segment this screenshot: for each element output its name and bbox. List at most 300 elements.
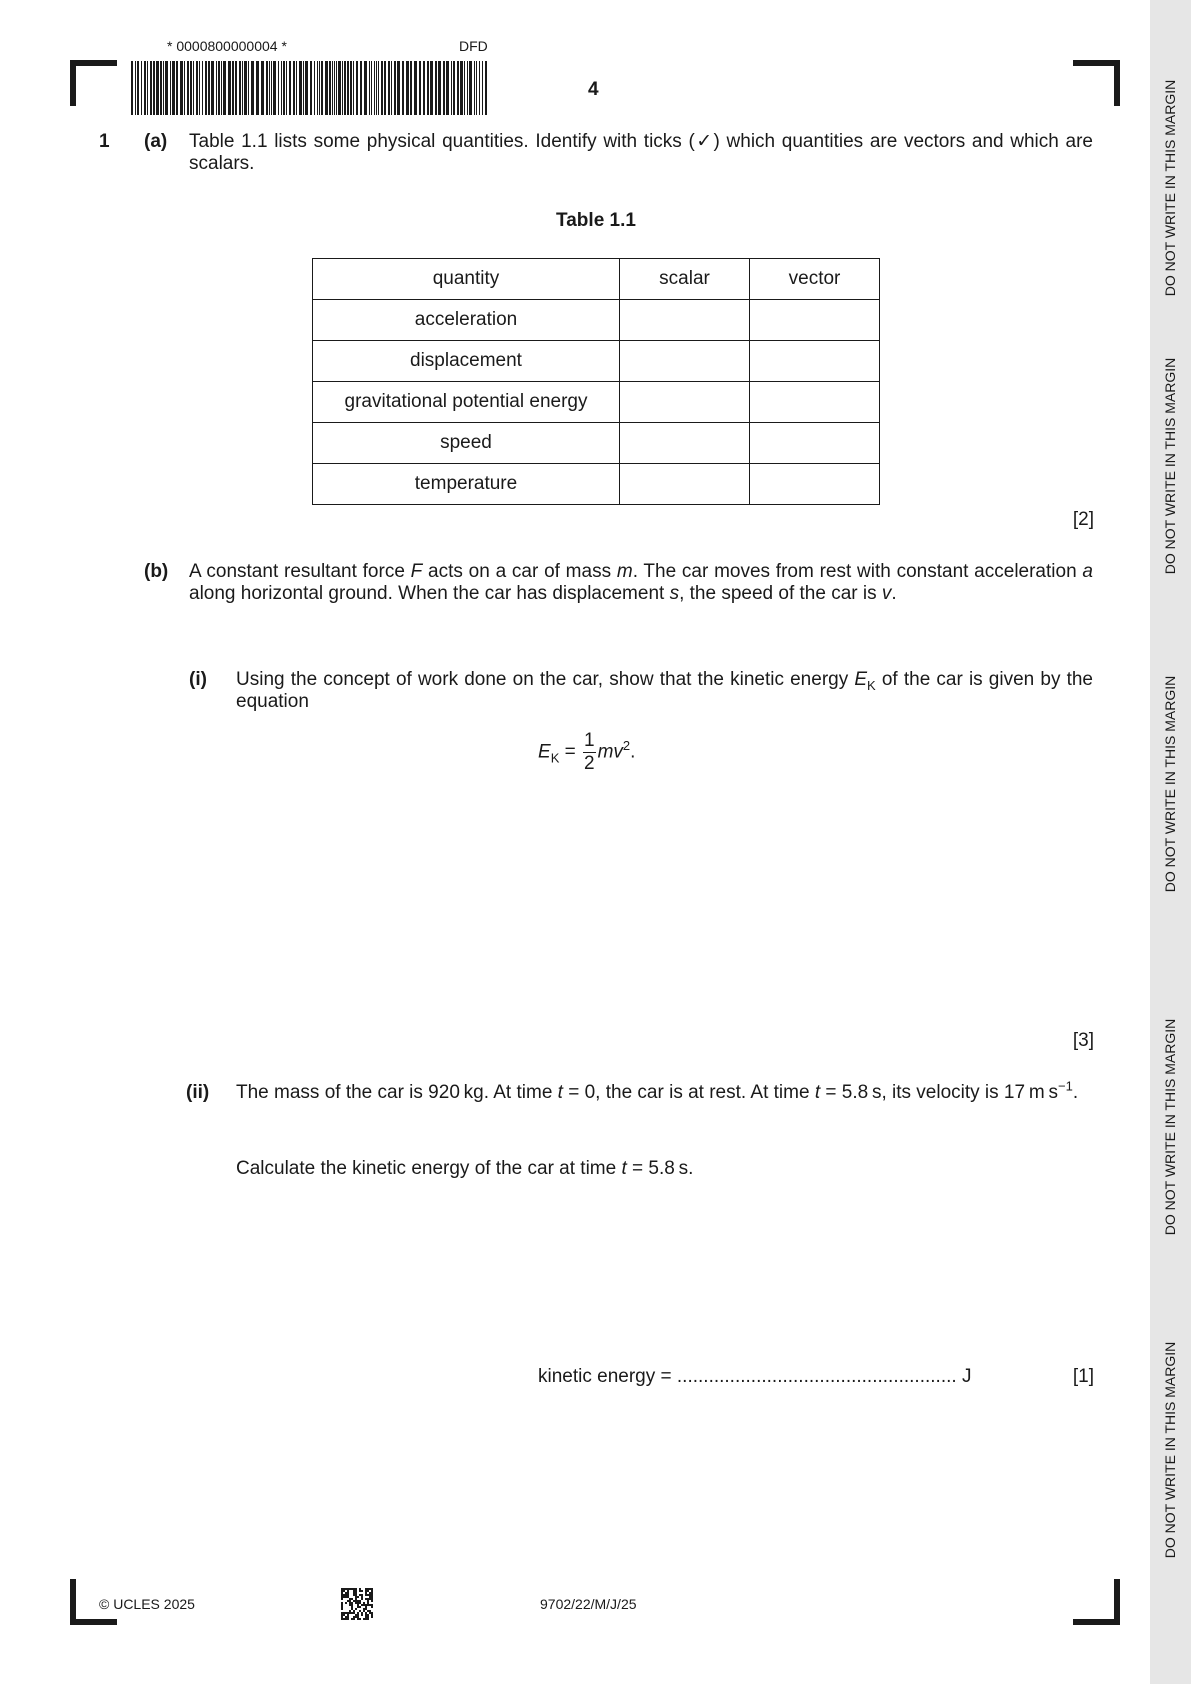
barcode-bar xyxy=(482,61,483,115)
quantity-cell: acceleration xyxy=(313,300,620,341)
qr-module xyxy=(361,1596,363,1598)
kinetic-energy-equation: $E_K$ = $\frac{1}{2}$ $mv^2$. xyxy=(538,730,636,774)
barcode-bar xyxy=(131,61,133,115)
qr-module xyxy=(341,1606,343,1608)
qr-module xyxy=(349,1612,351,1614)
barcode-bar xyxy=(329,61,331,115)
sub-part-ii-text: The mass of the car is 920 kg. At time t = 0, the car is at rest. At time t = 5.8 s, its velocity is 17 m $s^{-1}$. xyxy=(236,1078,1079,1103)
barcode-bar xyxy=(216,61,217,115)
qr-module xyxy=(349,1604,351,1606)
qr-module xyxy=(371,1596,373,1598)
qr-module xyxy=(367,1610,369,1612)
qr-module xyxy=(365,1590,367,1592)
qr-module xyxy=(355,1608,357,1610)
qr-module xyxy=(371,1590,373,1592)
qr-module xyxy=(369,1592,371,1594)
barcode-bar xyxy=(244,61,247,115)
qr-module xyxy=(343,1590,345,1592)
barcode-bar xyxy=(344,61,346,115)
table-row xyxy=(313,382,880,423)
qr-module xyxy=(349,1588,351,1590)
qr-module xyxy=(369,1612,371,1614)
barcode-bar xyxy=(378,61,379,115)
qr-module xyxy=(357,1614,359,1616)
barcode-bar xyxy=(485,61,487,115)
qr-module xyxy=(369,1588,371,1590)
qr-module xyxy=(371,1594,373,1596)
barcode-bar xyxy=(319,61,320,115)
qr-module xyxy=(345,1596,347,1598)
barcode-bar xyxy=(336,61,337,115)
barcode-bar xyxy=(199,61,200,115)
barcode-bar xyxy=(205,61,207,115)
sub-part-i-text: Using the concept of work done on the car, show that the kinetic energy $E_K$ of the car is given by the equation xyxy=(236,669,1093,712)
barcode-bar xyxy=(273,61,276,115)
qr-module xyxy=(357,1606,359,1608)
barcode-bar xyxy=(286,61,287,115)
barcode-bar xyxy=(310,61,312,115)
barcode-bar xyxy=(196,61,198,115)
barcode-bar xyxy=(350,61,352,115)
qr-module xyxy=(361,1598,363,1600)
qr-module xyxy=(371,1614,373,1616)
barcode-bar xyxy=(332,61,333,115)
qr-module xyxy=(349,1598,351,1600)
barcode-bar xyxy=(211,61,214,115)
qr-module xyxy=(341,1592,343,1594)
qr-module xyxy=(361,1590,363,1592)
qr-module xyxy=(347,1590,349,1592)
part-b-label: (b) xyxy=(144,561,169,582)
barcode-bar xyxy=(218,61,220,115)
barcode-bar xyxy=(150,61,152,115)
qr-module xyxy=(347,1596,349,1598)
qr-module xyxy=(341,1616,343,1618)
vector-answer-cell[interactable] xyxy=(750,423,880,464)
qr-module xyxy=(347,1614,349,1616)
qr-module xyxy=(353,1588,355,1590)
qr-module xyxy=(363,1608,365,1610)
barcode-bar xyxy=(283,61,285,115)
table-row xyxy=(313,300,880,341)
column-header-scalar: scalar xyxy=(620,259,750,300)
barcode-bar xyxy=(251,61,254,115)
barcode-bar xyxy=(228,61,231,115)
scalar-answer-cell[interactable] xyxy=(620,423,750,464)
margin-warning: DO NOT WRITE IN THIS MARGIN xyxy=(1162,79,1178,297)
barcode-bar xyxy=(239,61,241,115)
fraction-half: $\frac{1}{2}$ xyxy=(584,730,595,774)
qr-module xyxy=(355,1600,357,1602)
qr-module xyxy=(355,1598,357,1600)
barcode-bar xyxy=(314,61,315,115)
qr-module xyxy=(357,1604,359,1606)
qr-module xyxy=(367,1600,369,1602)
qr-module xyxy=(357,1602,359,1604)
qr-module xyxy=(365,1618,367,1620)
barcode-bar xyxy=(397,61,400,115)
barcode-bar xyxy=(410,61,412,115)
answer-field[interactable]: ..................................................... xyxy=(676,1366,957,1387)
qr-module xyxy=(359,1618,361,1620)
qr-module xyxy=(371,1592,373,1594)
sub-part-ii-marks: [1] xyxy=(1072,1366,1094,1387)
qr-module xyxy=(361,1594,363,1596)
quantity-cell: temperature xyxy=(313,464,620,505)
barcode-bar xyxy=(232,61,234,115)
sub-part-ii-label: (ii) xyxy=(186,1082,210,1103)
column-header-quantity: quantity xyxy=(313,259,620,300)
qr-module xyxy=(353,1600,355,1602)
column-header-vector: vector xyxy=(750,259,880,300)
qr-module xyxy=(369,1604,371,1606)
qr-module xyxy=(341,1588,343,1590)
qr-module xyxy=(341,1604,343,1606)
qr-module xyxy=(369,1596,371,1598)
barcode-bar xyxy=(184,61,185,115)
barcode-bar xyxy=(402,61,404,115)
qr-module xyxy=(351,1602,353,1604)
qr-module xyxy=(367,1616,369,1618)
paper-code: 9702/22/M/J/25 xyxy=(540,1596,637,1612)
qr-module xyxy=(341,1612,343,1614)
barcode-bar xyxy=(419,61,421,115)
answer-space-ii[interactable] xyxy=(240,1200,1090,1350)
barcode-bar xyxy=(163,61,164,115)
barcode-bar xyxy=(296,61,297,115)
barcode-bar xyxy=(391,61,392,115)
qr-module xyxy=(343,1594,345,1596)
qr-module xyxy=(347,1600,349,1602)
qr-module xyxy=(371,1600,373,1602)
qr-module xyxy=(361,1604,363,1606)
qr-module xyxy=(341,1614,343,1616)
vector-answer-cell[interactable] xyxy=(750,300,880,341)
barcode-bar xyxy=(147,61,148,115)
qr-module xyxy=(359,1600,361,1602)
barcode-bar xyxy=(353,61,354,115)
copyright: © UCLES 2025 xyxy=(99,1596,195,1612)
qr-module xyxy=(355,1588,357,1590)
qr-module xyxy=(371,1612,373,1614)
qr-module xyxy=(347,1592,349,1594)
barcode-bar xyxy=(321,61,323,115)
barcode-bar xyxy=(165,61,168,115)
barcode-bar xyxy=(193,61,194,115)
qr-module xyxy=(365,1606,367,1608)
barcode-bar xyxy=(369,61,370,115)
qr-module xyxy=(341,1618,343,1620)
barcode-bar xyxy=(453,61,455,115)
qr-module xyxy=(347,1594,349,1596)
margin-warning: DO NOT WRITE IN THIS MARGIN xyxy=(1162,1341,1178,1559)
vector-answer-cell[interactable] xyxy=(750,341,880,382)
barcode-bar xyxy=(271,61,272,115)
qr-module xyxy=(351,1608,353,1610)
part-a-text: Table 1.1 lists some physical quantities. Identify with ticks (✓) which quantities are vectors and which are scalars. xyxy=(189,131,1093,174)
part-a-marks: [2] xyxy=(1072,509,1094,530)
margin-warning: DO NOT WRITE IN THIS MARGIN xyxy=(1162,675,1178,893)
margin-warning: DO NOT WRITE IN THIS MARGIN xyxy=(1162,1018,1178,1236)
centre-code: DFD xyxy=(459,38,488,54)
table-header-row xyxy=(313,259,880,300)
barcode-number: * 0000800000004 * xyxy=(167,38,287,54)
qr-module xyxy=(371,1604,373,1606)
barcode-bar xyxy=(325,61,328,115)
qr-module xyxy=(363,1610,365,1612)
qr-module xyxy=(357,1612,359,1614)
qr-module xyxy=(353,1612,355,1614)
qr-module xyxy=(355,1614,357,1616)
barcode-image xyxy=(131,61,489,115)
barcode-bar xyxy=(374,61,375,115)
answer-space-i[interactable] xyxy=(240,800,1090,1020)
qr-module xyxy=(359,1590,361,1592)
qr-module xyxy=(367,1618,369,1620)
barcode-bar xyxy=(364,61,367,115)
qr-module xyxy=(341,1608,343,1610)
barcode-bar xyxy=(394,61,396,115)
barcode-bar xyxy=(242,61,243,115)
qr-module xyxy=(341,1590,343,1592)
barcode-bar xyxy=(172,61,175,115)
qr-module xyxy=(355,1594,357,1596)
qr-module xyxy=(343,1618,345,1620)
barcode-bar xyxy=(435,61,437,115)
sub-part-i-label: (i) xyxy=(189,669,207,690)
qr-module xyxy=(359,1610,361,1612)
qr-module xyxy=(341,1598,343,1600)
qr-module xyxy=(367,1598,369,1600)
qr-module xyxy=(347,1612,349,1614)
qr-module xyxy=(365,1594,367,1596)
qr-module xyxy=(365,1612,367,1614)
qr-module xyxy=(355,1592,357,1594)
quantities-table xyxy=(312,258,880,505)
barcode-bar xyxy=(281,61,282,115)
barcode-bar xyxy=(269,61,270,115)
barcode-bar xyxy=(464,61,465,115)
qr-module xyxy=(345,1588,347,1590)
barcode-bar xyxy=(176,61,178,115)
barcode-bar xyxy=(144,61,146,115)
barcode-bar xyxy=(406,61,409,115)
barcode-bar xyxy=(160,61,162,115)
barcode-bar xyxy=(430,61,433,115)
qr-module xyxy=(353,1610,355,1612)
barcode-bar xyxy=(414,61,417,115)
qr-module xyxy=(363,1618,365,1620)
barcode-bar xyxy=(460,61,463,115)
qr-module xyxy=(359,1588,361,1590)
barcode-bar xyxy=(381,61,383,115)
qr-module xyxy=(367,1602,369,1604)
barcode-bar xyxy=(293,61,295,115)
qr-module xyxy=(353,1594,355,1596)
barcode-bar xyxy=(303,61,304,115)
qr-module xyxy=(343,1614,345,1616)
quantity-cell: gravitational potential energy xyxy=(313,382,620,423)
barcode-bar xyxy=(476,61,477,115)
barcode-bar xyxy=(180,61,183,115)
barcode-bar xyxy=(427,61,429,115)
qr-module xyxy=(345,1602,347,1604)
part-b-text: A constant resultant force F acts on a car of mass m. The car moves from rest with constant acceleration a along horizontal ground. When the car has displacement s, the speed of the car is v. xyxy=(189,561,1093,604)
qr-module xyxy=(365,1588,367,1590)
barcode-bar xyxy=(135,61,136,115)
table-row xyxy=(313,341,880,382)
qr-module xyxy=(367,1614,369,1616)
barcode-bar xyxy=(190,61,192,115)
scalar-answer-cell[interactable] xyxy=(620,464,750,505)
barcode-bar xyxy=(438,61,441,115)
barcode-bar xyxy=(479,61,480,115)
qr-module xyxy=(357,1596,359,1598)
barcode-bar xyxy=(153,61,155,115)
quantity-cell: speed xyxy=(313,423,620,464)
barcode-bar xyxy=(384,61,386,115)
qr-module xyxy=(355,1590,357,1592)
barcode-bar xyxy=(278,61,279,115)
barcode-bar xyxy=(474,61,475,115)
barcode-bar xyxy=(256,61,259,115)
qr-module xyxy=(341,1602,343,1604)
barcode-bar xyxy=(266,61,268,115)
qr-module xyxy=(361,1612,363,1614)
barcode-bar xyxy=(223,61,226,115)
barcode-bar xyxy=(338,61,341,115)
qr-module xyxy=(365,1608,367,1610)
barcode-bar xyxy=(317,61,318,115)
barcode-bar xyxy=(388,61,390,115)
barcode-bar xyxy=(289,61,291,115)
qr-module xyxy=(355,1616,357,1618)
barcode-bar xyxy=(208,61,210,115)
qr-module xyxy=(341,1594,343,1596)
scalar-answer-cell[interactable] xyxy=(620,382,750,423)
qr-module xyxy=(345,1594,347,1596)
qr-module xyxy=(365,1598,367,1600)
barcode-bar xyxy=(187,61,189,115)
qr-module xyxy=(369,1610,371,1612)
part-a-label: (a) xyxy=(144,131,168,152)
qr-module xyxy=(343,1588,345,1590)
qr-module xyxy=(345,1592,347,1594)
barcode-bar xyxy=(443,61,445,115)
qr-module xyxy=(365,1592,367,1594)
barcode-bar xyxy=(376,61,377,115)
answer-label: kinetic energy = xyxy=(538,1366,677,1387)
qr-module xyxy=(351,1588,353,1590)
qr-module xyxy=(365,1614,367,1616)
qr-module xyxy=(359,1606,361,1608)
qr-module xyxy=(351,1618,353,1620)
barcode-bar xyxy=(423,61,425,115)
barcode-bar xyxy=(347,61,349,115)
qr-module xyxy=(367,1604,369,1606)
table-row xyxy=(313,464,880,505)
barcode-bar xyxy=(334,61,335,115)
qr-module xyxy=(345,1618,347,1620)
qr-code-image xyxy=(341,1588,373,1620)
qr-module xyxy=(349,1602,351,1604)
margin-warning: DO NOT WRITE IN THIS MARGIN xyxy=(1162,357,1178,575)
qr-module xyxy=(349,1610,351,1612)
qr-module xyxy=(367,1588,369,1590)
qr-module xyxy=(361,1614,363,1616)
barcode-bar xyxy=(221,61,222,115)
qr-module xyxy=(351,1598,353,1600)
qr-module xyxy=(367,1594,369,1596)
qr-module xyxy=(357,1616,359,1618)
sub-part-ii-instruction: Calculate the kinetic energy of the car at time t = 5.8 s. xyxy=(236,1158,694,1179)
qr-module xyxy=(343,1612,345,1614)
qr-module xyxy=(365,1604,367,1606)
barcode-bar xyxy=(371,61,372,115)
qr-module xyxy=(371,1616,373,1618)
barcode-bar xyxy=(356,61,358,115)
qr-module xyxy=(353,1592,355,1594)
vector-answer-cell[interactable] xyxy=(750,464,880,505)
qr-module xyxy=(347,1588,349,1590)
barcode-bar xyxy=(446,61,449,115)
barcode-bar xyxy=(156,61,159,115)
barcode-bar xyxy=(248,61,249,115)
table-row xyxy=(313,423,880,464)
qr-module xyxy=(351,1604,353,1606)
qr-module xyxy=(371,1598,373,1600)
qr-module xyxy=(355,1602,357,1604)
qr-module xyxy=(349,1600,351,1602)
barcode-bar xyxy=(235,61,237,115)
barcode-bar xyxy=(469,61,472,115)
barcode-bar xyxy=(170,61,171,115)
qr-module xyxy=(345,1616,347,1618)
barcode-bar xyxy=(141,61,142,115)
vector-answer-cell[interactable] xyxy=(750,382,880,423)
qr-module xyxy=(357,1600,359,1602)
qr-module xyxy=(353,1618,355,1620)
sub-part-i-marks: [3] xyxy=(1072,1030,1094,1051)
barcode-bar xyxy=(261,61,264,115)
qr-module xyxy=(369,1598,371,1600)
barcode-bar xyxy=(137,61,139,115)
table-title: Table 1.1 xyxy=(556,210,636,231)
qr-module xyxy=(355,1596,357,1598)
scalar-answer-cell[interactable] xyxy=(620,300,750,341)
barcode-bar xyxy=(342,61,343,115)
qr-module xyxy=(371,1606,373,1608)
qr-module xyxy=(351,1606,353,1608)
qr-module xyxy=(351,1612,353,1614)
qr-module xyxy=(363,1604,365,1606)
barcode-bar xyxy=(467,61,468,115)
barcode-bar xyxy=(457,61,459,115)
qr-module xyxy=(343,1596,345,1598)
barcode-bar xyxy=(360,61,362,115)
question-number: 1 xyxy=(99,131,110,152)
qr-module xyxy=(371,1588,373,1590)
quantity-cell: displacement xyxy=(313,341,620,382)
qr-module xyxy=(359,1594,361,1596)
qr-module xyxy=(367,1590,369,1592)
barcode-bar xyxy=(451,61,452,115)
scalar-answer-cell[interactable] xyxy=(620,341,750,382)
answer-line xyxy=(538,1366,971,1388)
qr-module xyxy=(353,1616,355,1618)
qr-module xyxy=(347,1616,349,1618)
qr-module xyxy=(363,1602,365,1604)
